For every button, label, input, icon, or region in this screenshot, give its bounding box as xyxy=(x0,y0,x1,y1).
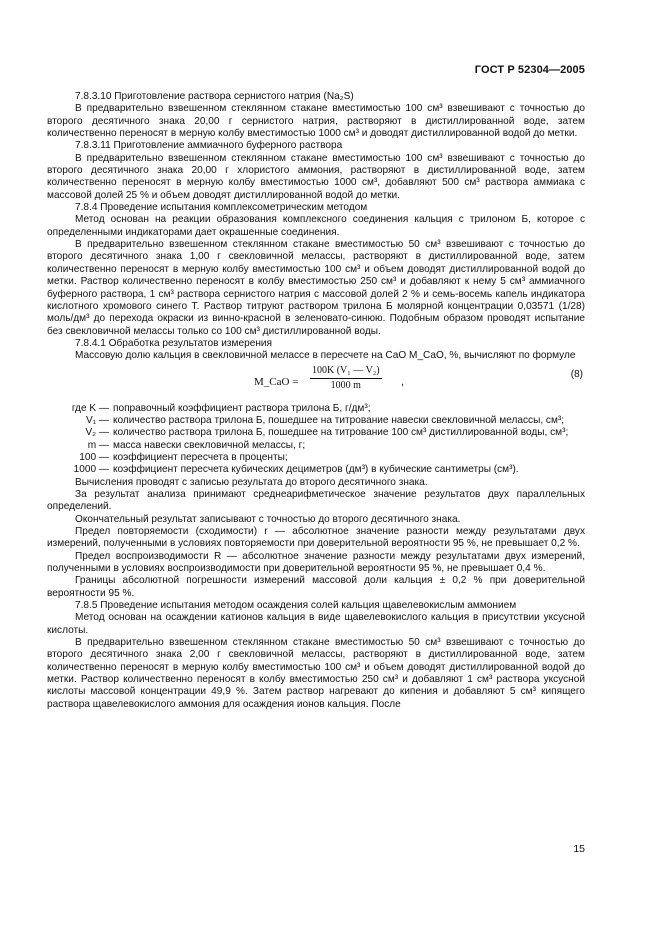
section-heading: 7.8.4 Проведение испытания комплексометрическим методом xyxy=(75,202,368,214)
definition-text: коэффициент пересчета кубических дециметров (дм³) в кубические сантиметры (см³). xyxy=(113,464,519,476)
definition-text: коэффициент пересчета в проценты; xyxy=(113,451,288,463)
paragraph: В предварительно взвешенном стеклянном стакане вместимостью 100 см³ взвешивают с точностью до второго десятичного знака 20,00 г хлористого аммония, растворяют в дистиллированной воде, затем количественно переносят в мерную колбу вместимостью 1000 см³, добавляют 500 см³ раствора аммиака с массовой долей 25 % и объем доводят дистиллированной водой до метки. xyxy=(47,152,585,201)
definition-symbol: 1000 — xyxy=(73,464,109,476)
definition-text: количество раствора трилона Б, пошедшее на титрование 100 см³ дистиллированной воды, см³; xyxy=(113,427,569,439)
section-heading: 7.8.5 Проведение испытания методом осаждения солей кальция щавелевокислым аммонием xyxy=(75,600,517,612)
definition-text: поправочный коэффициент раствора трилона Б, г/дм³; xyxy=(113,402,371,414)
definition-symbol: m — xyxy=(87,439,109,451)
paragraph: Метод основан на осаждении катионов кальция в виде щавелевокислого кальция в присутствии уксусной кислоты. xyxy=(47,612,585,636)
formula-denominator: 1000 m xyxy=(330,379,361,391)
paragraph: Метод основан на реакции образования комплексного соединения кальция с трилоном Б, которое с определенными индикаторами дает окрашенные соединения. xyxy=(47,214,585,238)
paragraph: Массовую долю кальция в свекловичной мелассе в пересчете на СаО M_CaO, %, вычисляют по формуле xyxy=(75,350,576,362)
section-heading: 7.8.3.11 Приготовление аммиачного буферного раствора xyxy=(75,140,343,152)
formula-comma: , xyxy=(401,375,405,388)
formula-lhs: M_CaO = xyxy=(254,375,299,388)
section-heading: 7.8.3.10 Приготовление раствора сернистого натрия (Na₂S) xyxy=(75,91,354,102)
page-number: 15 xyxy=(573,843,585,855)
definition-symbol: 100 — xyxy=(79,451,109,463)
definition-row xyxy=(47,440,585,452)
paragraph: Вычисления проводят с записью результата до второго десятичного знака. xyxy=(75,476,428,488)
section-heading: 7.8.4.1 Обработка результатов измерения xyxy=(75,337,273,349)
definition-text: количество раствора трилона Б, пошедшее на титрование навески свекловичной мелассы, см³; xyxy=(113,414,565,426)
formula-number: (8) xyxy=(570,368,583,380)
document-header: ГОСТ Р 52304—2005 xyxy=(474,64,585,76)
formula-numerator: 100K (V₁ — V₂) xyxy=(310,365,382,379)
paragraph: Границы абсолютной погрешности измерений массовой доли кальция ± 0,2 % при доверительной вероятности 95 %. xyxy=(47,575,585,599)
paragraph: Предел повторяемости (сходимости) r — абсолютное значение разности между результатами двух измерений, полученными в условиях повторяемости при доверительной вероятности 95 %, не превышает 0,2 %. xyxy=(47,526,585,550)
formula-fraction xyxy=(310,365,382,393)
definition-row xyxy=(47,464,585,476)
paragraph: Предел воспроизводимости R — абсолютное значение разности между результатами двух измерений, полученными в условиях воспроизводимости при доверительной вероятности 95 %, не превышает 0,4 %. xyxy=(47,550,585,575)
paragraph: В предварительно взвешенном стеклянном стакане вместимостью 50 см³ взвешивают с точностью до второго десятичного знака 2,00 г свекловичной мелассы, растворяют в дистиллированной воде, затем количественно переносят в мерную колбу вместимостью 100 см³ и объем доводят дистиллированной водой до метки. Раствор количественно переносят в колбу вместимостью 250 см³ и добавляют 1 см³ раствора уксусной кислоты массовой концентрации 49,9 %. Затем раствор нагревают до кипения и добавляют 5 см³ кипящего раствора щавелевокислого аммония для осаждения ионов кальция. После xyxy=(47,637,585,710)
paragraph: В предварительно взвешенном стеклянном стакане вместимостью 50 см³ взвешивают с точностью до второго десятичного знака 1,00 г свекловичной мелассы, растворяют в дистиллированной воде, затем количественно переносят в мерную колбу вместимостью 100 см³ и объем доводят дистиллированной водой до метки. Раствор количественно переносят в колбу вместимостью 250 см³ и добавляют к нему 5 см³ аммиачного буферного раствора, 1 см³ раствора сернистого натрия с массовой долей 2 % и семь-восемь капель индикатора кислотного хромового синего Т. Раствор титруют раствором трилона Б молярной концентрации 0,03571 (1/28) моль/дм³ до перехода окраски из винно-красной в зеленовато-синюю. Подобным образом проводят испытание без свекловичной мелассы только со 100 см³ дистиллированной воды. xyxy=(47,239,585,337)
definition-symbol: V₂ — xyxy=(85,427,109,439)
definition-row xyxy=(47,427,585,439)
definition-row xyxy=(47,403,585,415)
definition-text: масса навески свекловичной мелассы, г; xyxy=(113,439,306,451)
definitions-list xyxy=(47,403,585,477)
definition-row xyxy=(47,415,585,427)
paragraph: За результат анализа принимают среднеарифметическое значение результатов двух параллельных определений. xyxy=(47,488,585,513)
paragraph: Окончательный результат записывают с точностью до второго десятичного знака. xyxy=(75,513,461,525)
formula-8 xyxy=(47,365,585,401)
paragraph: В предварительно взвешенном стеклянном стакане вместимостью 100 см³ взвешивают с точностью до второго десятичного знака 20,00 г сернистого натрия, растворяют в дистиллированной воде, затем количественно переносят в мерную колбу вместимостью 1000 см³ и доводят дистиллированной водой до метки. xyxy=(47,103,585,140)
definition-symbol: где K — xyxy=(71,402,109,414)
definition-symbol: V₁ — xyxy=(85,414,109,426)
definition-row xyxy=(47,452,585,464)
document-body xyxy=(47,91,585,711)
